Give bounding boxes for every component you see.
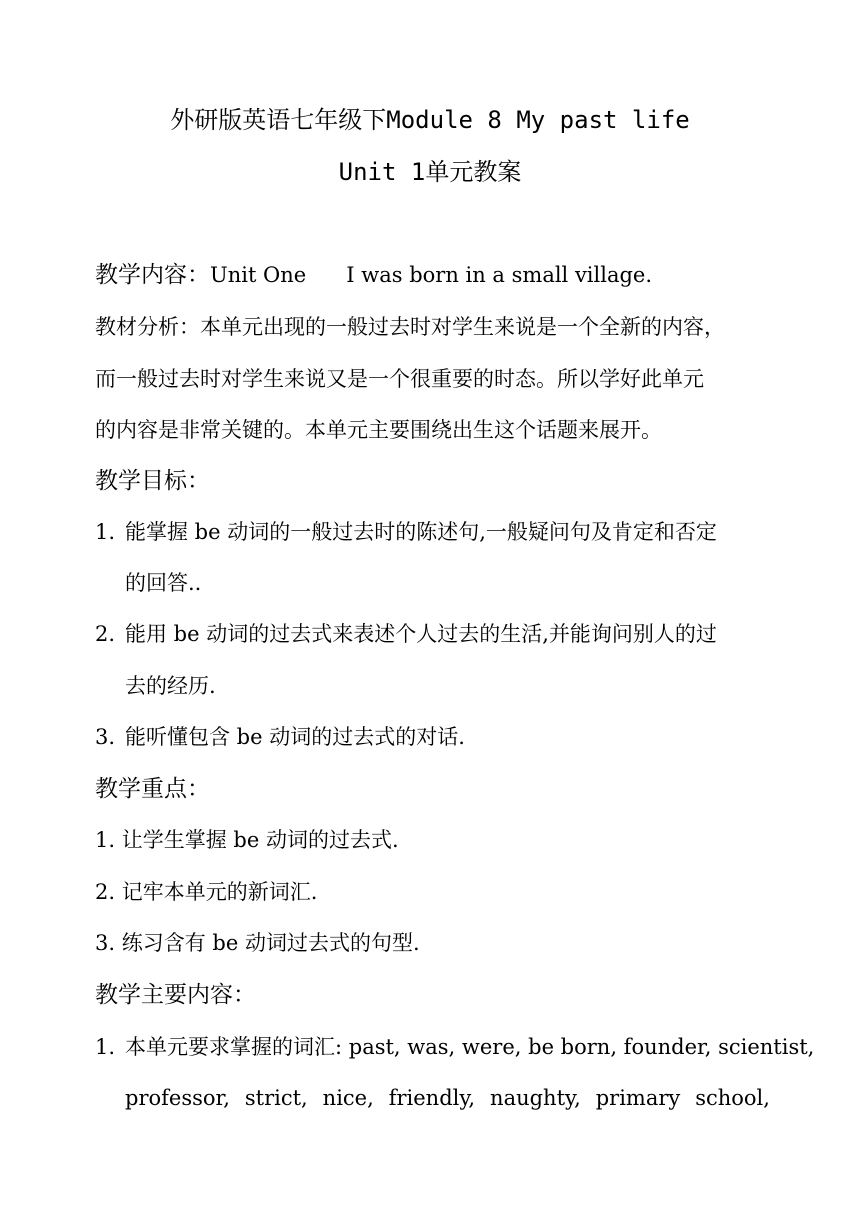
- keypoint-item-3-number: 3.: [95, 931, 116, 955]
- main-content-heading: 教学主要内容：: [95, 982, 256, 1008]
- teaching-content-line: [95, 260, 770, 290]
- goal-item-3: [95, 722, 770, 752]
- vocab-word: school,: [695, 1086, 770, 1110]
- vocab-word: naughty,: [490, 1086, 581, 1110]
- goal-item-2-text: 能用 be 动词的过去式来表述个人过去的生活,并能询问别人的过: [125, 622, 717, 646]
- goal-item-3-number: 3.: [95, 725, 116, 749]
- vocab-word: professor,: [125, 1086, 230, 1110]
- keypoint-item-3: [95, 928, 770, 958]
- keypoint-item-1: [95, 825, 770, 855]
- keypoint-item-3-text: 练习含有 be 动词过去式的句型.: [121, 931, 420, 955]
- keypoints-heading: 教学重点：: [95, 776, 210, 802]
- analysis-line-1: 教材分析：本单元出现的一般过去时对学生来说是一个全新的内容，: [95, 315, 725, 339]
- goal-item-2: [95, 619, 770, 649]
- keypoint-item-2-text: 记牢本单元的新词汇.: [121, 880, 318, 904]
- goal-item-3-text: 能听懂包含 be 动词的过去式的对话.: [125, 725, 465, 749]
- keypoint-item-1-number: 1.: [95, 828, 116, 852]
- teaching-content-label: 教学内容：: [95, 262, 210, 288]
- analysis-line-2: 而一般过去时对学生来说又是一个很重要的时态。所以学好此单元: [95, 367, 704, 391]
- vocab-word: strict,: [244, 1086, 308, 1110]
- goal-item-2-number: 2.: [95, 622, 116, 646]
- keypoint-item-1-text: 让学生掌握 be 动词的过去式.: [121, 828, 399, 852]
- goal-item-1-number: 1.: [95, 520, 116, 544]
- keypoint-item-2-number: 2.: [95, 880, 116, 904]
- document-title: 外研版英语七年级下Module 8 My past life: [170, 106, 690, 134]
- document-subtitle: Unit 1单元教案: [338, 158, 522, 186]
- goal-item-1-text: 能掌握 be 动词的一般过去时的陈述句,一般疑问句及肯定和否定: [125, 520, 717, 544]
- vocab-word: primary: [595, 1086, 681, 1110]
- analysis-line-3: 的内容是非常关键的。本单元主要围绕出生这个话题来展开。: [95, 418, 662, 442]
- teaching-content-text: Unit One I was born in a small village.: [210, 263, 653, 287]
- goal-item-1-continuation: 的回答..: [125, 571, 202, 595]
- goal-item-1: [95, 517, 770, 547]
- vocab-word: friendly,: [388, 1086, 476, 1110]
- main-item-1-number: 1.: [95, 1035, 116, 1059]
- main-item-1-text: 本单元要求掌握的词汇: past, was, were, be born, founder, scientist,: [125, 1035, 815, 1059]
- goal-item-2-continuation: 去的经历.: [125, 674, 216, 698]
- keypoint-item-2: [95, 877, 770, 907]
- vocab-word: nice,: [322, 1086, 374, 1110]
- main-item-1: [95, 1032, 815, 1062]
- goals-heading: 教学目标：: [95, 468, 210, 494]
- main-item-1-vocabulary-line: [125, 1083, 770, 1113]
